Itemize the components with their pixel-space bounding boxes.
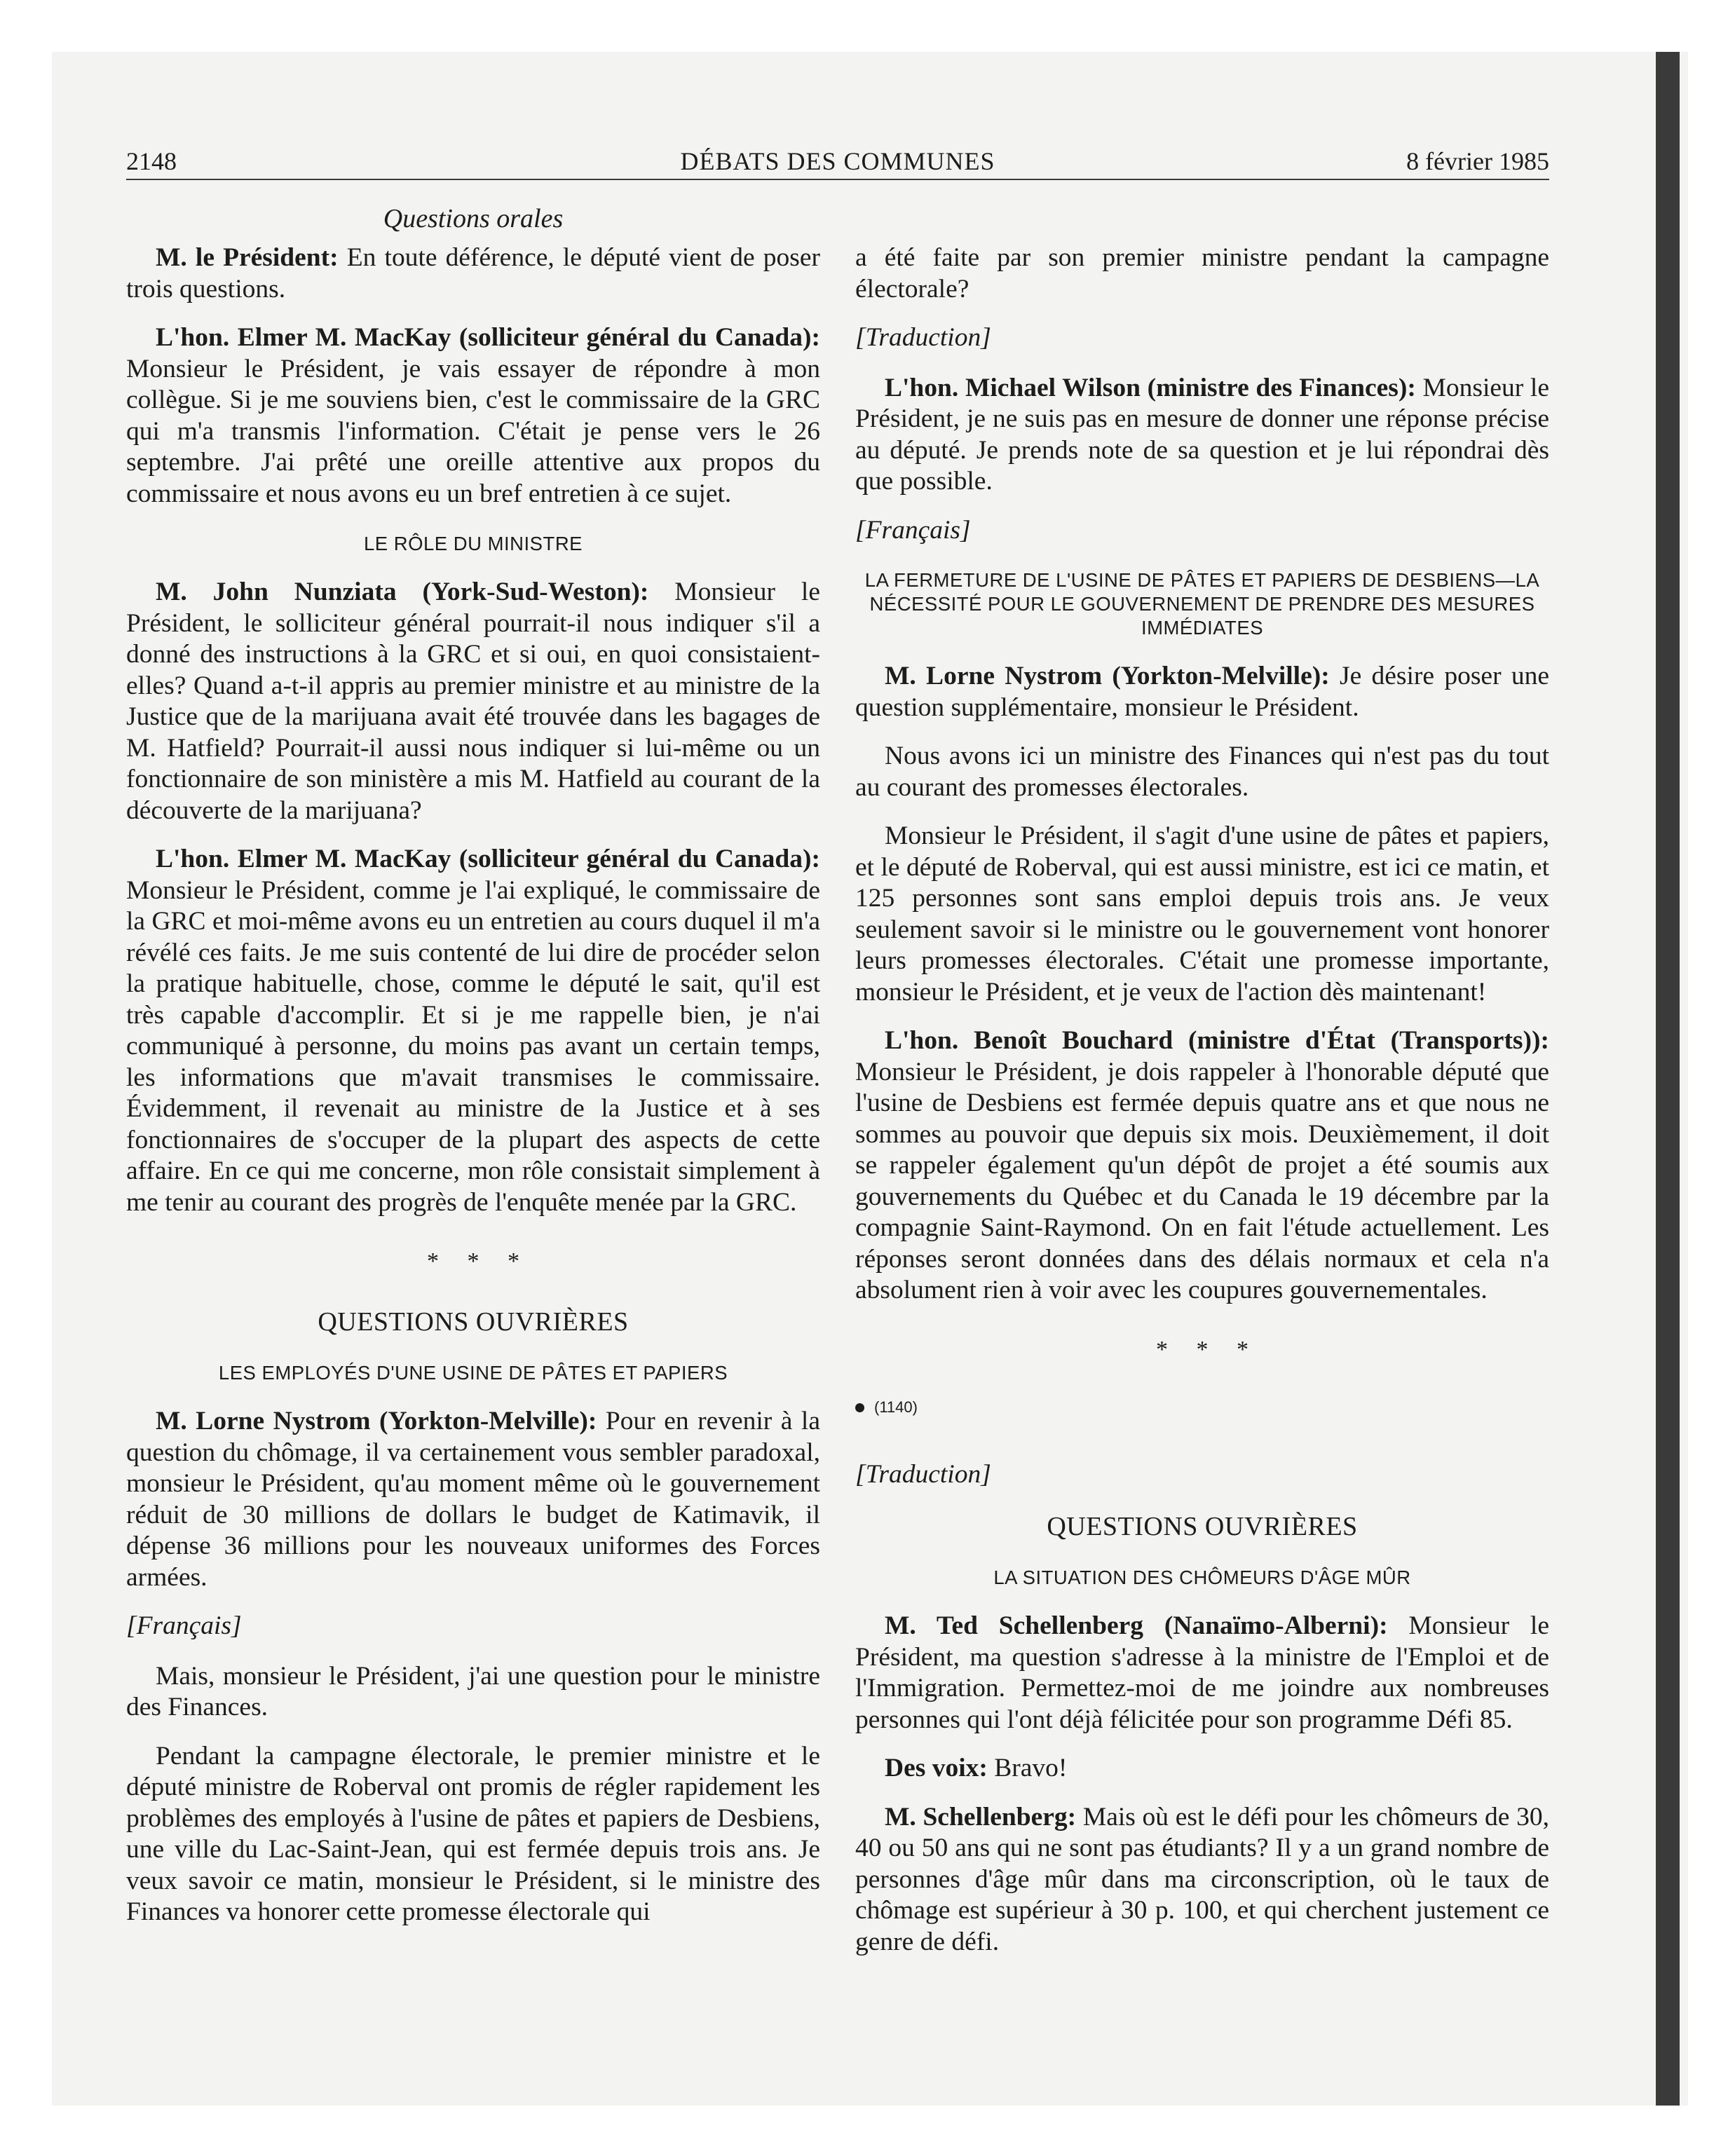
speaker-name: M. Schellenberg:: [885, 1802, 1077, 1831]
speech-text: Monsieur le Président, comme je l'ai expliqué, le commissaire de la GRC et moi-même avons eu un entretien au cours duquel il m'a révélé ces faits. Je me suis contenté de lui dire de procéder selon la pratique habituelle, chose, comme le député le sait, qu'il est très capable d'accomplir. Et si je me rappelle bien, je n'ai communiqué à personne, du moins pas avant un certain temps, les informations que m'avait transmises le commissaire. Évidemment, il revenait au ministre de la Justice et à ses fonctionnaires de s'occuper de la plupart des aspects de cette affaire. En ce qui me concerne, mon rôle consistait simplement à me tenir au courant des progrès de l'enquête menée par la GRC.: [126, 875, 820, 1217]
speaker-name: M. Lorne Nystrom (Yorkton-Melville):: [156, 1407, 597, 1435]
language-tag: [Traduction]: [855, 323, 991, 352]
speech-paragraph: [126, 844, 820, 1218]
speaker-name: M. Lorne Nystrom (Yorkton-Melville):: [885, 662, 1330, 690]
right-column: [855, 243, 1549, 1975]
running-header: [126, 144, 1549, 180]
language-tag: [Traduction]: [855, 1459, 991, 1489]
speech-paragraph: [855, 373, 1549, 498]
speech-paragraph: Nous avons ici un ministre des Finances qui n'est pas du tout au courant des promesses électorales.: [855, 742, 1549, 802]
speaker-name: M. John Nunziata (York-Sud-Weston):: [156, 578, 649, 606]
speech-paragraph: Pendant la campagne électorale, le premier ministre et le député ministre de Roberval ont promis de régler rapidement les problèmes des employés à l'usine de pâtes et papiers de Desbiens, une ville du Lac-Saint-Jean, qui est fermée depuis trois ans. Je veux savoir ce matin, monsieur le Président, si le ministre des Finances va honorer cette promesse électorale qui: [126, 1741, 820, 1926]
speaker-name: L'hon. Benoît Bouchard (ministre d'État (Transports)):: [885, 1026, 1549, 1055]
speech-paragraph: Monsieur le Président, il s'agit d'une usine de pâtes et papiers, et le député de Roberval, qui est aussi ministre, est ici ce matin, et 125 personnes sont sans emploi depuis trois ans. Je veux seulement savoir si le ministre ou le gouvernement vont honorer leurs promesses électorales. C'était une promesse importante, monsieur le Président, et je veux de l'action dès maintenant!: [855, 821, 1549, 1007]
speech-text: Monsieur le Président, je vais essayer de répondre à mon collègue. Si je me souviens bien, c'est le commissaire de la GRC qui m'a transmis l'information. C'était je pense vers le 26 septembre. J'ai prêté une oreille attentive aux propos du commissaire et nous avons eu un bref entretien à ce sujet.: [126, 354, 820, 508]
speech-paragraph: [855, 661, 1549, 723]
speaker-name: M. le Président:: [156, 243, 339, 272]
section-label: Questions orales: [383, 204, 564, 233]
speech-paragraph: [126, 1406, 820, 1593]
speech-paragraph: [126, 243, 820, 305]
topic-heading: LA FERMETURE DE L'USINE DE PÂTES ET PAPIERS DE DESBIENS—LA NÉCESSITÉ POUR LE GOUVERNEMENT DE PRENDRE DES MESURES IMMÉDIATES: [864, 569, 1540, 639]
major-heading: QUESTIONS OUVRIÈRES: [318, 1307, 629, 1337]
major-heading: QUESTIONS OUVRIÈRES: [1047, 1512, 1358, 1541]
speaker-name: M. Ted Schellenberg (Nanaïmo-Alberni):: [885, 1611, 1388, 1640]
speech-paragraph: [855, 1025, 1549, 1306]
speech-text: Mais où est le défi pour les chômeurs de 30, 40 ou 50 ans qui ne sont pas étudiants? Il y a un grand nombre de personnes d'âge mûr dans ma circonscription, où le taux de chômage est supérieur à 30 p. 100, et qui cherchent justement ce genre de défi.: [855, 1802, 1549, 1956]
page-number: 2148: [126, 147, 177, 175]
topic-heading: LA SITUATION DES CHÔMEURS D'ÂGE MÛR: [993, 1567, 1411, 1588]
speaker-name: L'hon. Michael Wilson (ministre des Finances):: [885, 373, 1416, 402]
speech-paragraph: a été faite par son premier ministre pendant la campagne électorale?: [855, 243, 1549, 303]
topic-heading: LE RÔLE DU MINISTRE: [363, 533, 583, 554]
speech-paragraph: [855, 1753, 1549, 1785]
scan-edge-bar: [1656, 52, 1680, 2106]
speech-text: Bravo!: [987, 1754, 1068, 1782]
section-separator: * * *: [427, 1248, 519, 1274]
speaker-name: Des voix:: [885, 1754, 988, 1782]
speech-paragraph: [126, 577, 820, 826]
topic-heading: LES EMPLOYÉS D'UNE USINE DE PÂTES ET PAPIERS: [218, 1362, 728, 1384]
speech-text: Je désire poser une question supplémentaire, monsieur le Président.: [855, 662, 1549, 722]
speech-paragraph: [855, 1611, 1549, 1735]
speech-paragraph: Mais, monsieur le Président, j'ai une question pour le ministre des Finances.: [126, 1661, 820, 1721]
sitting-date: 8 février 1985: [1406, 147, 1549, 175]
time-marker: [855, 1393, 1549, 1421]
section-separator: * * *: [1156, 1336, 1248, 1363]
left-column: [126, 243, 820, 1946]
speech-paragraph: [126, 322, 820, 510]
time-marker-text: (1140): [874, 1398, 918, 1416]
language-tag: [Français]: [855, 515, 971, 545]
language-tag: [Français]: [126, 1611, 242, 1640]
speech-text: Pour en revenir à la question du chômage, il va certainement vous sembler paradoxal, monsieur le Président, qu'au moment même où le gouvernement réduit de 30 millions de dollars le budget de Katimavik, il dépense 36 millions pour les nouveaux uniformes des Forces armées.: [126, 1407, 820, 1592]
speech-text: En toute déférence, le député vient de poser trois questions.: [126, 243, 820, 303]
bullet-dot-icon: [855, 1403, 864, 1412]
speech-text: Monsieur le Président, je dois rappeler à l'honorable député que l'usine de Desbiens est fermée depuis quatre ans et que nous ne sommes au pouvoir que depuis six mois. Deuxièmement, il doit se rappeler également qu'un dépôt de projet a été soumis aux gouvernements du Québec et du Canada le 19 décembre par la compagnie Saint-Raymond. On en fait l'étude actuellement. Les réponses seront données dans des délais normaux et cela n'a absolument rien à voir avec les coupures gouvernementales.: [855, 1057, 1549, 1304]
speech-text: Monsieur le Président, je ne suis pas en mesure de donner une réponse précise au député. Je prends note de sa question et je lui répondrai dès que possible.: [855, 373, 1549, 496]
speaker-name: L'hon. Elmer M. MacKay (solliciteur général du Canada):: [156, 323, 820, 352]
speaker-name: L'hon. Elmer M. MacKay (solliciteur général du Canada):: [156, 845, 820, 873]
speech-paragraph: [855, 1802, 1549, 1958]
speech-text: Monsieur le Président, le solliciteur général pourrait-il nous indiquer s'il a donné des instructions à la GRC et si oui, en quoi consistaient-elles? Quand a-t-il appris au premier ministre et au ministre de la Justice que de la marijuana avait été trouvée dans les bagages de M. Hatfield? Pourrait-il aussi nous indiquer si lui-même ou un fonctionnaire de son ministère a mis M. Hatfield au courant de la découverte de la marijuana?: [126, 578, 820, 825]
speech-text: Monsieur le Président, ma question s'adresse à la ministre de l'Emploi et de l'Immigration. Permettez-moi de me joindre aux nombreuses personnes qui l'ont déjà félicitée pour son programme Défi 85.: [855, 1611, 1549, 1734]
publication-title: DÉBATS DES COMMUNES: [680, 147, 995, 175]
